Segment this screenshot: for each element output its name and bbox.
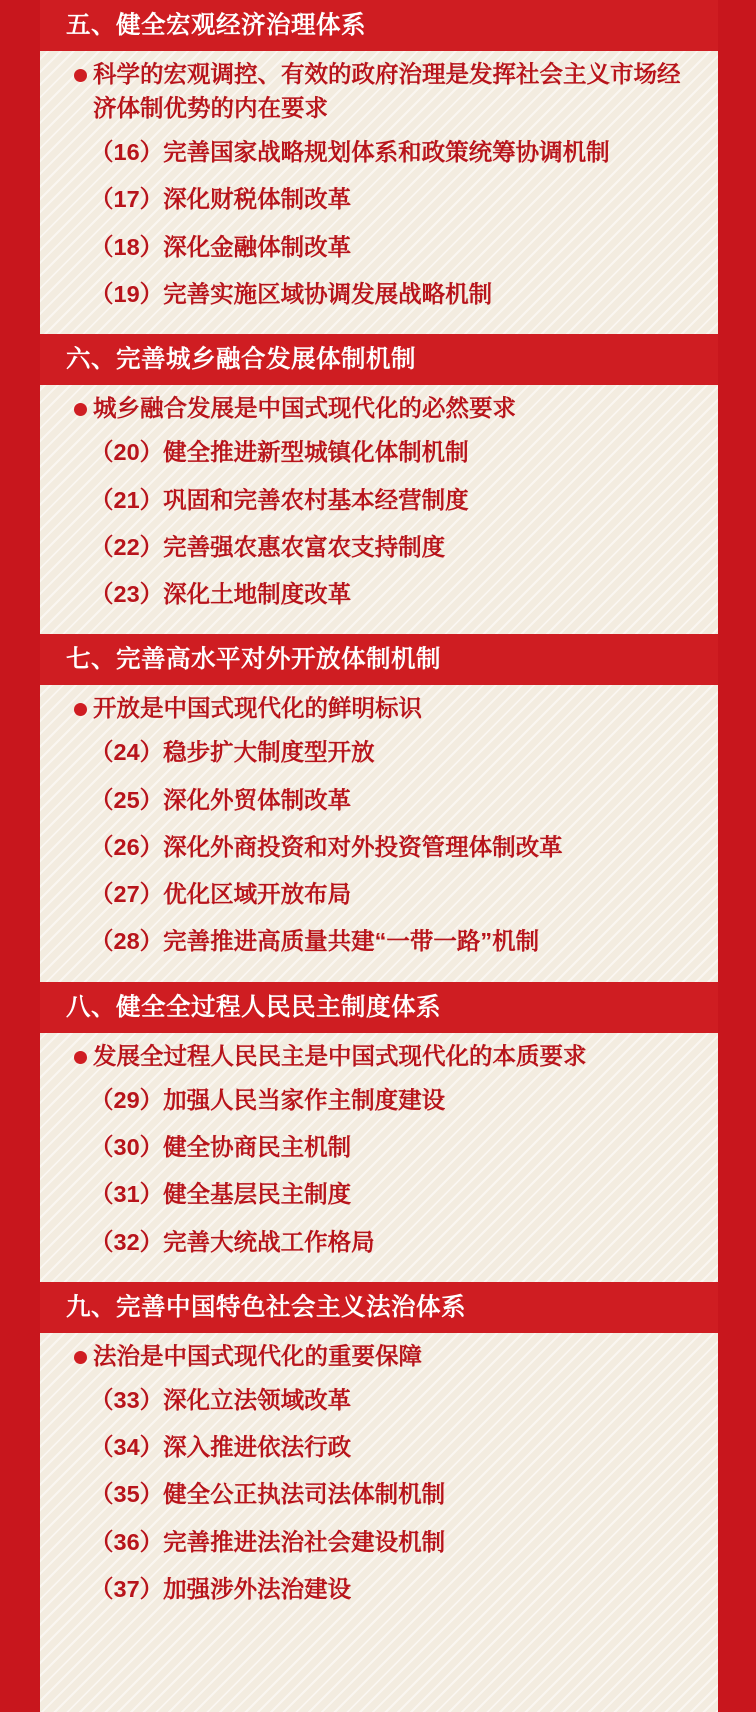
list-item: （21）巩固和完善农村基本经营制度 xyxy=(90,486,469,513)
list-item: （25）深化外贸体制改革 xyxy=(90,786,352,813)
section-seven xyxy=(40,634,718,977)
section-body xyxy=(40,691,718,977)
section-lead-text: 发展全过程人民民主是中国式现代化的本质要求 xyxy=(93,1042,587,1069)
list-item: （35）健全公正执法司法体制机制 xyxy=(90,1481,446,1508)
section-body xyxy=(40,391,718,630)
section-lead xyxy=(74,1339,698,1373)
section-body xyxy=(40,57,718,330)
section-lead-text: 科学的宏观调控、有效的政府治理是发挥社会主义市场经济体制优势的内在要求 xyxy=(93,61,681,122)
list-item: （16）完善国家战略规划体系和政策统筹协调机制 xyxy=(90,139,610,166)
list-item: （20）健全推进新型城镇化体制机制 xyxy=(90,439,469,466)
bullet-dot-icon xyxy=(74,1051,87,1064)
section-lead xyxy=(74,57,698,125)
section-header: 六、完善城乡融合发展体制机制 xyxy=(40,334,718,385)
list-item: （30）健全协商民主机制 xyxy=(90,1134,352,1161)
section-lead-text: 法治是中国式现代化的重要保障 xyxy=(93,1342,422,1369)
list-item: （19）完善实施区域协调发展战略机制 xyxy=(90,280,493,307)
section-five xyxy=(40,0,718,330)
list-item: （32）完善大统战工作格局 xyxy=(90,1228,375,1255)
section-eight xyxy=(40,982,718,1278)
section-lead-text: 开放是中国式现代化的鲜明标识 xyxy=(93,695,422,722)
section-lead xyxy=(74,691,698,725)
section-lead xyxy=(74,1039,698,1073)
bullet-dot-icon xyxy=(74,1351,87,1364)
list-item: （31）健全基层民主制度 xyxy=(90,1181,352,1208)
list-item: （27）优化区域开放布局 xyxy=(90,881,352,908)
section-header: 五、健全宏观经济治理体系 xyxy=(40,0,718,51)
section-nine xyxy=(40,1282,718,1625)
list-item: （23）深化土地制度改革 xyxy=(90,581,352,608)
bullet-dot-icon xyxy=(74,403,87,416)
section-lead-text: 城乡融合发展是中国式现代化的必然要求 xyxy=(93,395,516,422)
list-item: （29）加强人民当家作主制度建设 xyxy=(90,1086,446,1113)
bullet-dot-icon xyxy=(74,69,87,82)
section-body xyxy=(40,1339,718,1625)
list-item: （36）完善推进法治社会建设机制 xyxy=(90,1528,446,1555)
section-lead xyxy=(74,391,698,425)
content-panel xyxy=(40,0,718,1712)
list-item: （26）深化外商投资和对外投资管理体制改革 xyxy=(90,833,563,860)
list-item: （24）稳步扩大制度型开放 xyxy=(90,739,375,766)
section-six xyxy=(40,334,718,630)
list-item: （22）完善强农惠农富农支持制度 xyxy=(90,533,446,560)
section-header: 八、健全全过程人民民主制度体系 xyxy=(40,982,718,1033)
list-item: （33）深化立法领域改革 xyxy=(90,1386,352,1413)
list-item: （17）深化财税体制改革 xyxy=(90,186,352,213)
section-header: 七、完善高水平对外开放体制机制 xyxy=(40,634,718,685)
list-item: （34）深入推进依法行政 xyxy=(90,1434,352,1461)
section-body xyxy=(40,1039,718,1278)
list-item: （18）深化金融体制改革 xyxy=(90,233,352,260)
list-item: （28）完善推进高质量共建“一带一路”机制 xyxy=(90,928,540,955)
section-header: 九、完善中国特色社会主义法治体系 xyxy=(40,1282,718,1333)
bullet-dot-icon xyxy=(74,703,87,716)
list-item: （37）加强涉外法治建设 xyxy=(90,1575,352,1602)
